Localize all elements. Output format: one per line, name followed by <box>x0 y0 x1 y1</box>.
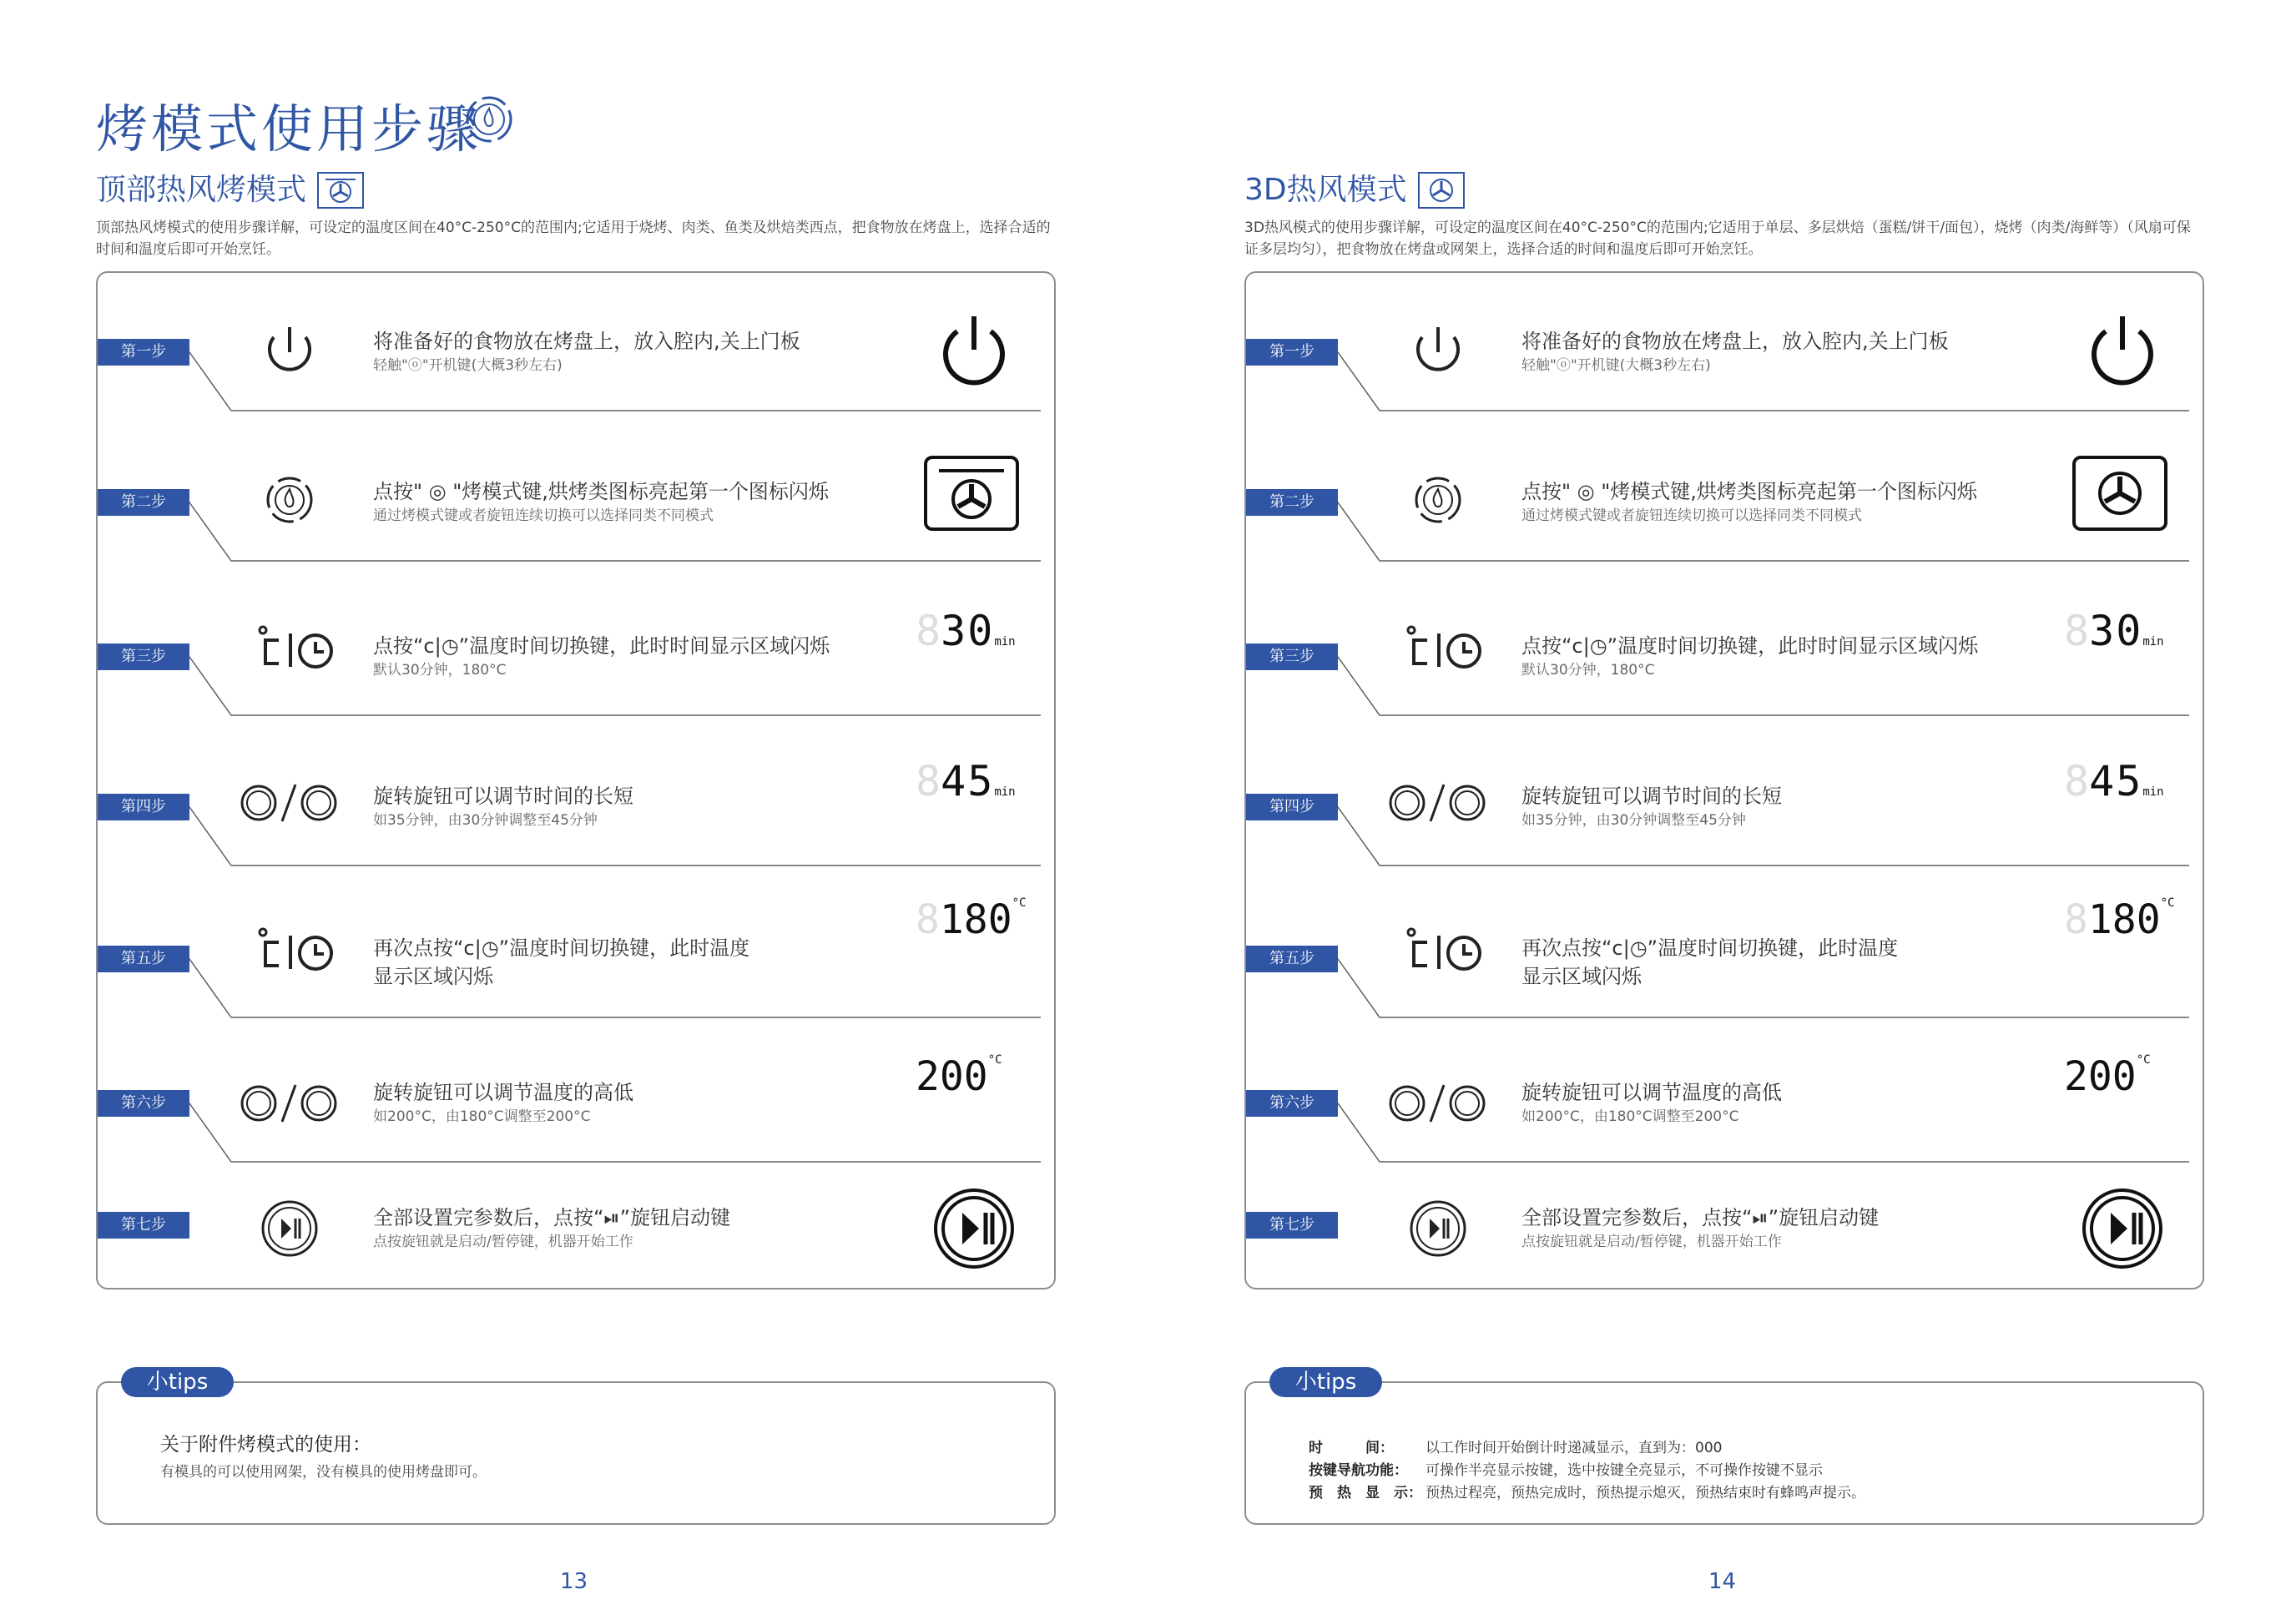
step-2 <box>98 469 1057 611</box>
temp-time-switch-icon <box>1384 917 1492 984</box>
step-main-text: 旋转旋钮可以调节温度的高低 <box>373 1081 633 1104</box>
step-main-text: 旋转旋钮可以调节时间的长短 <box>1521 785 1782 808</box>
step-sub-text: 默认30分钟，180°C <box>373 662 507 679</box>
rotate-knob-icon <box>1384 1070 1492 1137</box>
tips-badge: 小tips <box>1269 1367 1382 1397</box>
step-main-text: 再次点按“c|◷”温度时间切换键，此时温度 <box>373 936 750 960</box>
step-main-text: 点按" ◎ "烤模式键,烘烤类图标亮起第一个图标闪烁 <box>1521 480 1977 503</box>
bake-mode-icon <box>1384 469 1492 536</box>
power-button-icon <box>2064 298 2181 390</box>
step-5 <box>98 896 1057 1067</box>
step-main-text: 将准备好的食物放在烤盘上，放入腔内,关上门板 <box>1521 330 1949 353</box>
step-6 <box>1246 1053 2206 1212</box>
step-1 <box>98 319 1057 461</box>
step-5 <box>1246 896 2206 1067</box>
step-main-text: 旋转旋钮可以调节时间的长短 <box>373 785 633 808</box>
step-label: 第二步 <box>1246 489 1338 516</box>
step-sub-text: 如200°C，由180°C调整至200°C <box>373 1108 591 1125</box>
power-icon <box>235 319 344 386</box>
tips-list <box>1309 1437 1865 1505</box>
tips-row: 预 热 显 示： 预热过程亮，预热完成时，预热提示熄灭，预热结束时有蜂鸣声提示。 <box>1309 1485 1865 1501</box>
temp-time-switch-icon <box>1384 615 1492 682</box>
step-3 <box>98 607 1057 765</box>
step-label: 第六步 <box>1246 1090 1338 1117</box>
page-right <box>1148 0 2296 1620</box>
step-main-text: 将准备好的食物放在烤盘上，放入腔内,关上门板 <box>373 330 800 353</box>
power-button-icon <box>916 298 1032 390</box>
rotate-knob-icon <box>235 1070 344 1137</box>
step-main-text: 再次点按“c|◷”温度时间切换键，此时温度 <box>1521 936 1899 960</box>
step-main-text: 点按“c|◷”温度时间切换键，此时时间显示区域闪烁 <box>373 634 830 658</box>
step-label: 第四步 <box>98 794 189 820</box>
section-title: 3D热风模式 <box>1244 173 1407 207</box>
tips-row: 按键导航功能： 可操作半亮显示按键，选中按键全亮显示，不可操作按键不显示 <box>1309 1462 1823 1479</box>
step-7 <box>98 1195 1057 1337</box>
step-label: 第四步 <box>1246 794 1338 820</box>
rotate-knob-icon <box>235 770 344 836</box>
rotate-knob-icon <box>1384 770 1492 836</box>
step-sub-text: 如200°C，由180°C调整至200°C <box>1521 1108 1739 1125</box>
tips-badge: 小tips <box>121 1367 234 1397</box>
time-display: 830min <box>916 607 1016 655</box>
temperature-display: 8180°C <box>2064 896 2175 943</box>
step-sub-text: 通过烤模式键或者旋钮连续切换可以选择同类不同模式 <box>1521 507 1862 524</box>
step-label: 第五步 <box>98 946 189 972</box>
power-icon <box>1384 319 1492 386</box>
step-6 <box>98 1053 1057 1212</box>
step-label: 第一步 <box>1246 339 1338 366</box>
start-pause-button-icon <box>916 1183 1032 1274</box>
step-label: 第三步 <box>1246 643 1338 670</box>
step-label: 第二步 <box>98 489 189 516</box>
step-sub-text: 如35分钟，由30分钟调整至45分钟 <box>1521 812 1746 829</box>
step-label: 第三步 <box>98 643 189 670</box>
step-label: 第五步 <box>1246 946 1338 972</box>
tips-row: 时 间： 以工作时间开始倒计时递减显示，直到为：000 <box>1309 1440 1723 1456</box>
start-pause-button-icon <box>2064 1183 2181 1274</box>
step-4 <box>98 757 1057 916</box>
step-label: 第七步 <box>1246 1212 1338 1239</box>
step-sub-text: 点按旋钮就是启动/暂停键，机器开始工作 <box>373 1234 633 1250</box>
page-title: 烤模式使用步骤 <box>96 98 482 159</box>
step-4 <box>1246 757 2206 916</box>
step-label: 第六步 <box>98 1090 189 1117</box>
step-sub-text: 轻触"ⓞ"开机键(大概3秒左右) <box>373 357 563 374</box>
top-fan-mode-icon <box>317 172 364 209</box>
step-sub-text: 通过烤模式键或者旋钮连续切换可以选择同类不同模式 <box>373 507 714 524</box>
page-number: 14 <box>1708 1569 1737 1594</box>
intro-text: 顶部热风烤模式的使用步骤详解，可设定的温度区间在40°C-250°C的范围内;它适用于烧烤、肉类、鱼类及烘焙类西点，把食物放在烤盘上，选择合适的时间和温度后即可开始烹饪。 <box>96 220 1051 258</box>
bake-mode-icon <box>463 93 515 145</box>
intro-text: 3D热风模式的使用步骤详解，可设定的温度区间在40°C-250°C的范围内;它适用于单层、多层烘焙（蛋糕/饼干/面包），烧烤（肉类/海鲜等）（风扇可保证多层均匀），把食物放在烤盘或网架上，选择合适的时间和温度后即可开始烹饪。 <box>1244 220 2191 258</box>
bake-mode-icon <box>235 469 344 536</box>
section-title: 顶部热风烤模式 <box>96 173 307 207</box>
section-heading <box>1244 171 1465 209</box>
section-heading <box>96 171 364 209</box>
start-pause-icon <box>1384 1195 1492 1262</box>
step-main-text: 点按" ◎ "烤模式键,烘烤类图标亮起第一个图标闪烁 <box>373 480 829 503</box>
temperature-display: 200°C <box>2064 1053 2151 1100</box>
top-fan-display-icon <box>916 446 1032 537</box>
step-3 <box>1246 607 2206 765</box>
steps-panel <box>1244 271 2204 1289</box>
time-display: 830min <box>2064 607 2164 655</box>
step-main-text: 全部设置完参数后，点按“⏯”旋钮启动键 <box>1521 1206 1880 1229</box>
step-main-text: 点按“c|◷”温度时间切换键，此时时间显示区域闪烁 <box>1521 634 1979 658</box>
temp-time-switch-icon <box>235 615 344 682</box>
steps-panel <box>96 271 1056 1289</box>
time-display: 845min <box>2064 757 2164 805</box>
start-pause-icon <box>235 1195 344 1262</box>
tips-text: 有模具的可以使用网架，没有模具的使用烤盘即可。 <box>160 1464 487 1481</box>
step-label: 第一步 <box>98 339 189 366</box>
tips-panel <box>1244 1381 2204 1525</box>
step-sub-text: 点按旋钮就是启动/暂停键，机器开始工作 <box>1521 1234 1782 1250</box>
time-display: 845min <box>916 757 1016 805</box>
3d-fan-display-icon <box>2064 446 2181 537</box>
step-main-text: 全部设置完参数后，点按“⏯”旋钮启动键 <box>373 1206 731 1229</box>
step-sub-text: 如35分钟，由30分钟调整至45分钟 <box>373 812 598 829</box>
temperature-display: 200°C <box>916 1053 1002 1100</box>
step-label: 第七步 <box>98 1212 189 1239</box>
step-main-text: 显示区域闪烁 <box>373 965 493 988</box>
step-sub-text: 轻触"ⓞ"开机键(大概3秒左右) <box>1521 357 1711 374</box>
step-1 <box>1246 319 2206 461</box>
step-main-text: 旋转旋钮可以调节温度的高低 <box>1521 1081 1782 1104</box>
3d-fan-mode-icon <box>1418 172 1465 209</box>
tips-heading: 关于附件烤模式的使用： <box>160 1434 371 1456</box>
step-sub-text: 默认30分钟，180°C <box>1521 662 1655 679</box>
page-number: 13 <box>559 1569 588 1594</box>
tips-panel <box>96 1381 1056 1525</box>
temperature-display: 8180°C <box>916 896 1027 943</box>
step-7 <box>1246 1195 2206 1337</box>
step-main-text: 显示区域闪烁 <box>1521 965 1642 988</box>
step-2 <box>1246 469 2206 611</box>
temp-time-switch-icon <box>235 917 344 984</box>
